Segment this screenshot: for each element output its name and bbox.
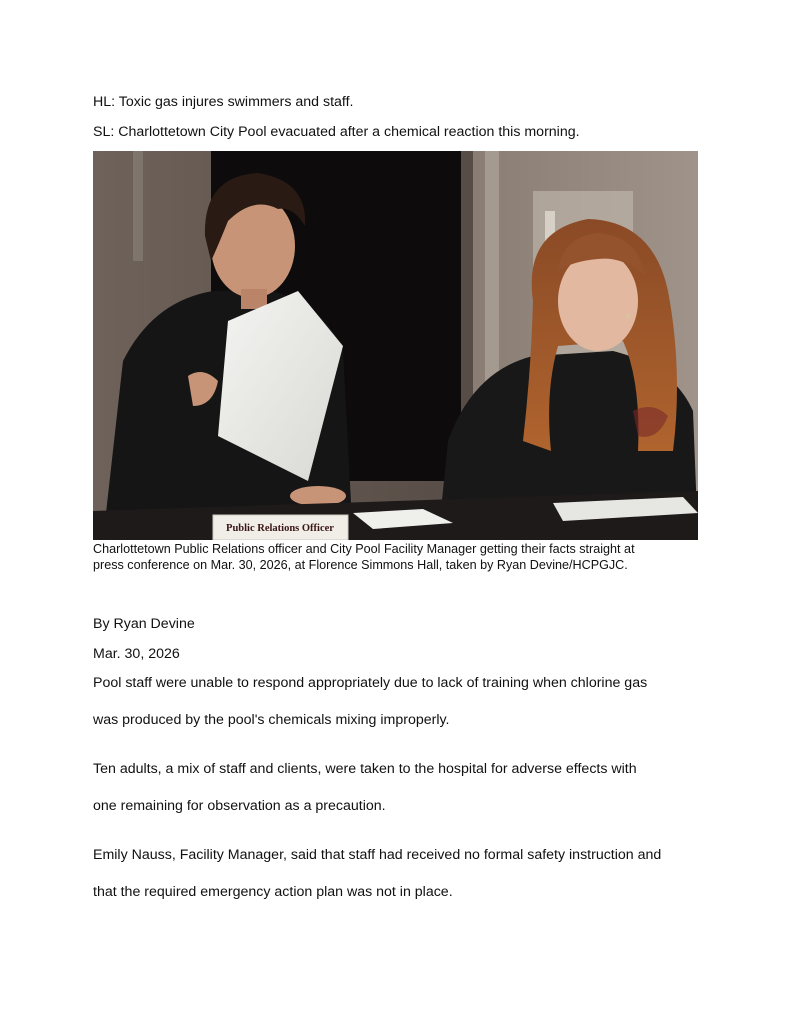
paragraph-3-line-1: Emily Nauss, Facility Manager, said that staff had received no formal safety instruction and	[93, 847, 662, 863]
nameplate-text: Public Relations Officer	[226, 523, 334, 534]
press-conference-photo	[93, 151, 698, 540]
paragraph-3-line-2: that the required emergency action plan was not in place.	[93, 884, 453, 900]
caption-line: Charlottetown Public Relations officer and City Pool Facility Manager getting their facts straight at	[93, 542, 635, 556]
paragraph-1-line-2: was produced by the pool's chemicals mixing improperly.	[93, 712, 450, 728]
paragraph-2-line-2: one remaining for observation as a precaution.	[93, 798, 386, 814]
byline: By Ryan Devine	[93, 616, 195, 632]
paragraph-2-line-1: Ten adults, a mix of staff and clients, were taken to the hospital for adverse effects with	[93, 761, 637, 777]
photo-caption	[93, 541, 701, 573]
subheadline: SL: Charlottetown City Pool evacuated after a chemical reaction this morning.	[93, 124, 580, 140]
date: Mar. 30, 2026	[93, 646, 180, 662]
headline: HL: Toxic gas injures swimmers and staff.	[93, 94, 354, 110]
caption-line: press conference on Mar. 30, 2026, at Florence Simmons Hall, taken by Ryan Devine/HCPGJC.	[93, 558, 628, 572]
paragraph-1-line-1: Pool staff were unable to respond appropriately due to lack of training when chlorine gas	[93, 675, 648, 691]
